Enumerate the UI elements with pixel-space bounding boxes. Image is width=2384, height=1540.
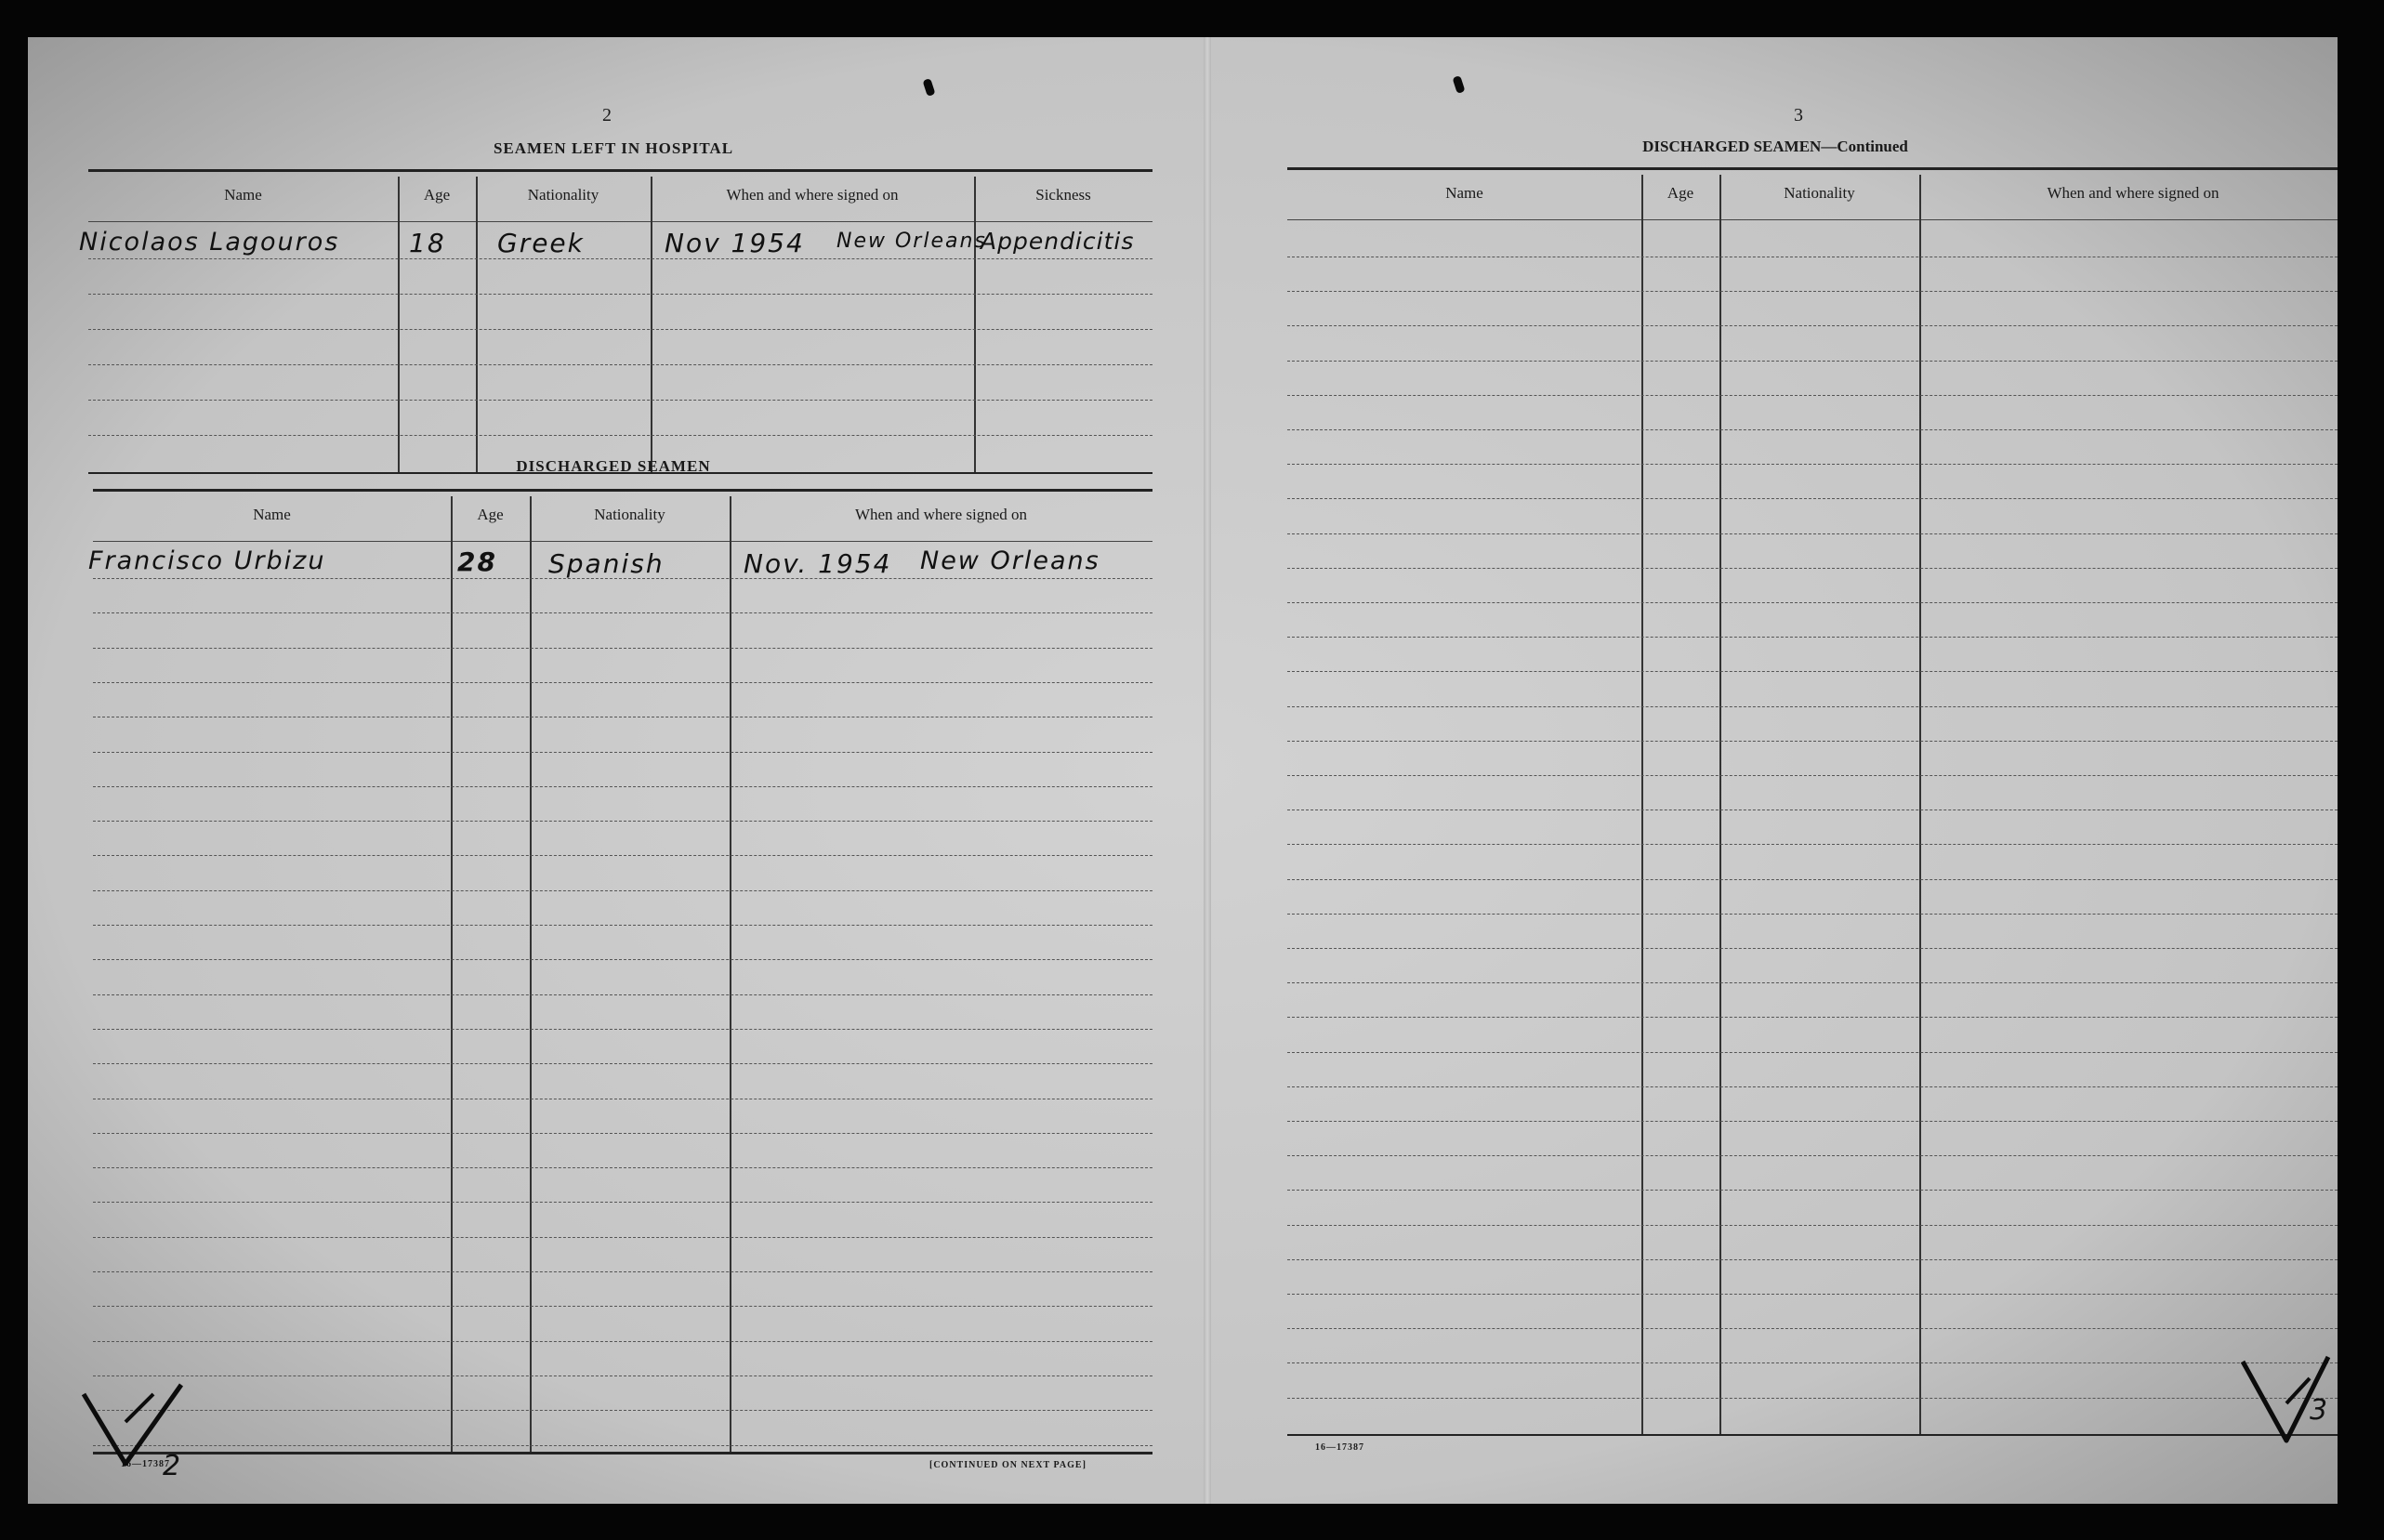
discharged-header-signed: When and where signed on	[854, 506, 1028, 523]
ruled-line	[1287, 914, 2338, 915]
right-header-signed: When and where signed on	[2047, 184, 2219, 202]
document-sheet	[28, 37, 2338, 1504]
right-page-mark: 3	[2310, 1394, 2330, 1427]
ruled-line	[93, 1202, 1152, 1203]
right-header-nationality: Nationality	[1784, 184, 1855, 202]
right-page-bottom-rule	[1287, 1434, 2338, 1436]
ruled-line	[1287, 1190, 2338, 1191]
hospital-row-age: 18	[409, 228, 446, 258]
ruled-line	[1287, 1362, 2338, 1363]
ruled-line	[1287, 1259, 2338, 1260]
hospital-title: SEAMEN LEFT IN HOSPITAL	[493, 139, 734, 157]
ruled-line	[1287, 809, 2338, 810]
ruled-line	[93, 1445, 1152, 1446]
continued-note: [CONTINUED ON NEXT PAGE]	[929, 1460, 1087, 1470]
discharged-col-divider	[451, 496, 453, 1454]
punch-hole-left	[922, 78, 935, 97]
ruled-line	[1287, 948, 2338, 949]
hospital-row-name: Nicolaos Lagouros	[79, 228, 340, 257]
ruled-line	[1287, 741, 2338, 742]
ruled-line	[1287, 775, 2338, 776]
ruled-line	[1287, 602, 2338, 603]
discharged-header-name: Name	[253, 506, 291, 523]
hospital-header-signed: When and where signed on	[726, 186, 899, 204]
discharged-header-nationality: Nationality	[594, 506, 665, 523]
ruled-line	[93, 1167, 1152, 1168]
ruled-line	[1287, 671, 2338, 672]
discharged-row-nationality: Spanish	[548, 548, 665, 579]
discharged-row-signed-date: Nov. 1954	[744, 548, 892, 579]
ruled-line	[1287, 706, 2338, 707]
ruled-line	[1287, 879, 2338, 880]
ruled-line	[1287, 1017, 2338, 1018]
ruled-line	[93, 682, 1152, 683]
hospital-row-signed-date: Nov 1954	[665, 228, 805, 258]
page-fold	[1204, 37, 1211, 1504]
punch-hole-right	[1452, 75, 1465, 94]
left-page-number: 2	[602, 105, 612, 125]
discharged-col-divider	[530, 496, 532, 1454]
ruled-line	[1287, 395, 2338, 396]
ruled-line	[93, 1237, 1152, 1238]
right-header-age: Age	[1666, 184, 1694, 202]
ruled-line	[93, 821, 1152, 822]
ruled-line	[1287, 498, 2338, 499]
right-title-main: DISCHARGED SEAMEN	[1642, 138, 1822, 155]
ruled-line	[93, 752, 1152, 753]
ruled-line	[93, 1029, 1152, 1030]
right-col-divider	[1919, 175, 1921, 1434]
ruled-line	[1287, 1155, 2338, 1156]
ruled-line	[1287, 637, 2338, 638]
right-col-divider	[1641, 175, 1643, 1434]
ruled-line	[93, 1063, 1152, 1064]
ruled-line	[1287, 325, 2338, 326]
hospital-row-line	[88, 364, 1152, 365]
ruled-line	[1287, 844, 2338, 845]
ruled-line	[93, 1271, 1152, 1272]
discharged-row-signed-place: New Orleans	[920, 546, 1100, 575]
hospital-row-line	[88, 400, 1152, 401]
ruled-line	[1287, 533, 2338, 534]
ruled-line	[1287, 1225, 2338, 1226]
ruled-line	[93, 1133, 1152, 1134]
discharged-header-rule	[93, 541, 1152, 542]
ruled-line	[1287, 1121, 2338, 1122]
ruled-line	[1287, 1328, 2338, 1329]
left-page-bottom-rule	[93, 1452, 1152, 1454]
left-form-number: 16—17387	[121, 1459, 170, 1469]
hospital-row-line	[88, 294, 1152, 295]
hospital-header-age: Age	[423, 186, 451, 204]
hospital-row-line	[88, 329, 1152, 330]
right-page-title	[1515, 138, 2035, 156]
ruled-line	[1287, 291, 2338, 292]
right-top-rule	[1287, 167, 2338, 170]
ruled-line	[93, 1410, 1152, 1411]
ruled-line	[93, 994, 1152, 995]
right-col-divider	[1719, 175, 1721, 1434]
hospital-top-rule	[88, 169, 1152, 172]
discharged-row-age: 28	[457, 546, 497, 577]
hospital-col-divider	[651, 177, 652, 472]
hospital-header-nationality: Nationality	[527, 186, 599, 204]
ruled-line	[1287, 1398, 2338, 1399]
ruled-line	[93, 612, 1152, 613]
ruled-line	[93, 1341, 1152, 1342]
discharged-top-rule	[93, 489, 1152, 492]
discharged-title: DISCHARGED SEAMEN	[516, 457, 711, 475]
hospital-row-line	[88, 435, 1152, 436]
right-title-continued: —Continued	[1821, 138, 1908, 155]
ruled-line	[93, 890, 1152, 891]
hospital-row-signed-place: New Orleans	[836, 230, 987, 253]
ruled-line	[1287, 361, 2338, 362]
right-header-name: Name	[1445, 184, 1483, 202]
discharged-row-name: Francisco Urbizu	[88, 546, 326, 575]
ruled-line	[93, 959, 1152, 960]
left-page-mark: 2	[163, 1450, 183, 1482]
ruled-line	[1287, 1086, 2338, 1087]
ruled-line	[93, 855, 1152, 856]
hospital-row-nationality: Greek	[497, 228, 585, 258]
hospital-header-name: Name	[224, 186, 262, 204]
hospital-col-divider	[476, 177, 478, 472]
ruled-line	[93, 786, 1152, 787]
hospital-row-line	[88, 258, 1152, 259]
ruled-line	[93, 1375, 1152, 1376]
hospital-row-sickness: Appendicitis	[981, 228, 1135, 255]
ruled-line	[93, 925, 1152, 926]
ruled-line	[1287, 1052, 2338, 1053]
hospital-col-divider	[974, 177, 976, 472]
ruled-line	[1287, 429, 2338, 430]
right-header-rule	[1287, 219, 2338, 220]
discharged-header-age: Age	[477, 506, 504, 523]
hospital-col-divider	[398, 177, 400, 472]
ruled-line	[1287, 464, 2338, 465]
hospital-header-rule	[88, 221, 1152, 222]
ruled-line	[1287, 568, 2338, 569]
ruled-line	[1287, 1294, 2338, 1295]
hospital-header-sickness: Sickness	[1035, 186, 1091, 204]
ruled-line	[1287, 982, 2338, 983]
right-page-number: 3	[1794, 105, 1803, 125]
ruled-line	[93, 1306, 1152, 1307]
right-form-number: 16—17387	[1315, 1442, 1364, 1453]
ruled-line	[93, 648, 1152, 649]
discharged-col-divider	[730, 496, 731, 1454]
